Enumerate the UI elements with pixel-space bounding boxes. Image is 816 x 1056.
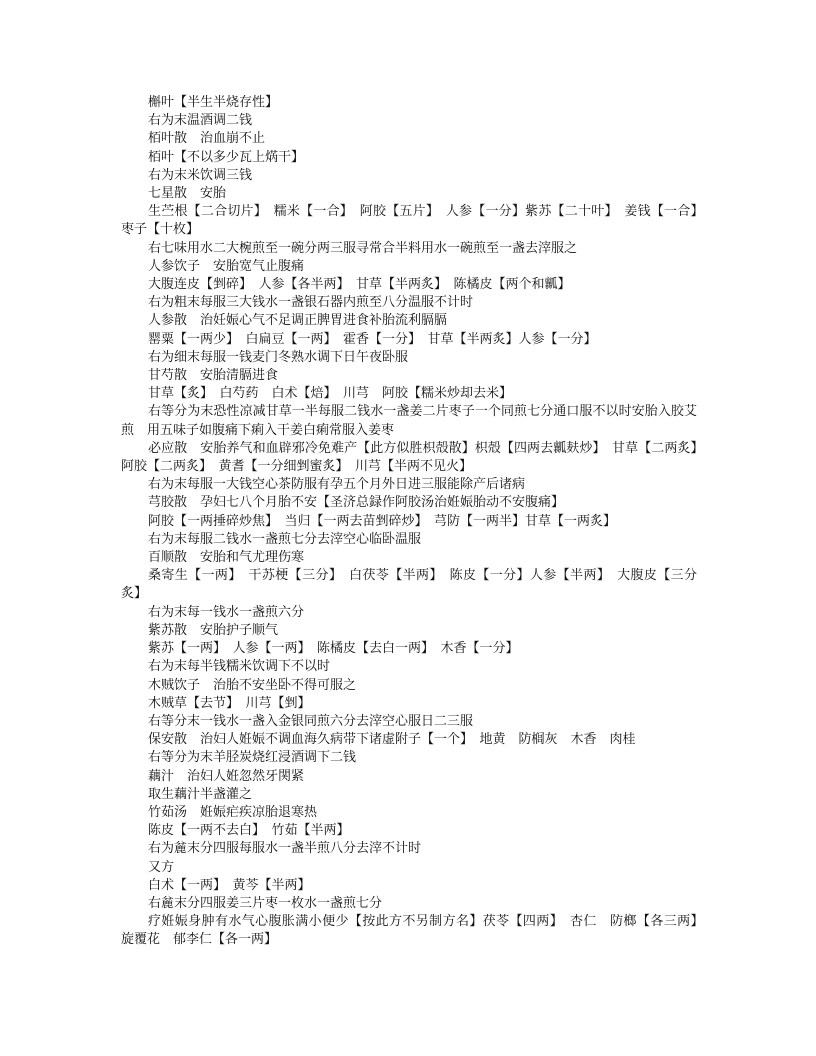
text-line: 紫苏【一两】 人参【一两】 陈橘皮【去白一两】 木香【一分】 xyxy=(148,641,519,657)
text-line: 右等分为末羊胫炭烧红浸酒调下二钱 xyxy=(148,750,357,766)
text-line: 必应散 安胎养气和血辟邪冷免难产【此方似胜枳殻散】枳殻【四两去瓤麸炒】 甘草【二两炙】 阿胶【二两炙】 黄耆【一分细剉蜜炙】 川芎【半两不见火】 xyxy=(121,440,711,475)
text-line: 右为末温酒调二钱 xyxy=(148,113,253,129)
text-line: 疗姙娠身肿有水气心腹胀满小便少【按此方不另制方名】茯苓【四两】 杏仁 防榔【各三两】 旋覆花 郁李仁【各一两】 xyxy=(121,914,711,948)
text-line: 右麄末分四服姜三片枣一枚水一盏煎七分 xyxy=(148,895,383,911)
text-line: 人参散 治妊娠心气不足调正脾胃进食补胎流利膈膈 xyxy=(148,313,448,329)
text-line: 右为末米饮调三钱 xyxy=(148,167,253,183)
text-line: 甘芍散 安胎清膈进食 xyxy=(148,368,279,384)
text-line: 木贼饮子 治胎不安坐卧不得可服之 xyxy=(148,677,357,693)
document-text xyxy=(121,94,711,950)
text-line: 又方 xyxy=(148,859,175,875)
text-line: 桑寄生【一两】 干苏梗【三分】 白茯苓【半两】 陈皮【一分】人参【半两】 大腹皮【三分炙】 xyxy=(121,568,697,602)
text-line: 竹茹汤 姙娠疟疾凉胎退寒热 xyxy=(148,804,318,820)
text-line: 木贼草【去节】 川芎【剉】 xyxy=(148,695,311,711)
text-line: 生苎根【二合切片】 糯米【一合】 阿胶【五片】 人参【一分】紫苏【二十叶】 姜钱【一合】 枣子【十枚】 xyxy=(121,204,711,238)
text-line: 罂粟【一两少】 白扁豆【一两】 霍香【一分】 甘草【半两炙】人参【一分】 xyxy=(148,331,597,347)
text-line: 七星散 安胎 xyxy=(148,186,227,202)
text-line: 芎胶散 孕妇七八个月胎不安【圣济总録作阿胶汤治姙娠胎动不安腹痛】 xyxy=(148,495,565,511)
text-line: 右为麄末分四服每服水一盏半煎八分去滓不计时 xyxy=(148,841,422,857)
text-line: 右为末每服一大钱空心茶防服有孕五个月外日进三服能除产后诸病 xyxy=(148,477,526,493)
text-line: 槲叶【半生半烧存性】 xyxy=(148,95,279,110)
text-line: 藕汁 治妇人姙忽然牙関紧 xyxy=(148,768,305,784)
text-line: 右为粗末每服三大钱水一盏银石器内煎至八分温服不计时 xyxy=(148,295,474,311)
text-line: 保安散 治妇人姙娠不调血海久病带下诸虚附子【一个】 地黄 防榈灰 木香 肉桂 xyxy=(148,732,636,748)
text-line: 右为末每服二钱水一盏煎七分去滓空心临卧温服 xyxy=(148,531,422,547)
text-line: 右为末每一钱水一盏煎六分 xyxy=(148,604,305,620)
text-line: 栢叶散 治血崩不止 xyxy=(148,131,266,147)
text-line: 右为细末每服一钱麦门冬熟水调下日午夜卧服 xyxy=(148,349,409,365)
text-line: 白术【一两】 黄芩【半两】 xyxy=(148,877,311,893)
text-line: 右等分末一钱水一盏入金银同煎六分去滓空心服日二三服 xyxy=(148,713,474,729)
text-line: 右七味用水二大椀煎至一碗分两三服寻常合半料用水一碗煎至一盏去滓服之 xyxy=(148,240,578,256)
text-line: 陈皮【一两不去白】 竹茹【半两】 xyxy=(148,823,350,839)
text-line: 取生藕汁半盏灌之 xyxy=(148,786,253,802)
text-line: 人参饮子 安胎宽气止腹痛 xyxy=(148,258,305,274)
text-line: 大腹连皮【剉碎】 人参【各半两】 甘草【半两炙】 陈橘皮【两个和瓤】 xyxy=(148,277,571,293)
text-line: 右为末每半钱糯米饮调下不以时 xyxy=(148,659,331,675)
text-line: 右等分为末恐性凉减甘草一半每服二钱水一盏姜二片枣子一个同煎七分通口服不以时安胎入胶艾煎 用五味子如腹痛下痢入干姜白痢常服入姜枣 xyxy=(121,404,697,438)
text-line: 紫苏散 安胎护子顺气 xyxy=(148,622,279,638)
text-line: 甘草【炙】 白芍药 白术【焙】 川芎 阿胶【糯米炒却去米】 xyxy=(148,386,513,402)
text-line: 栢叶【不以多少瓦上焫干】 xyxy=(148,149,305,165)
text-line: 百顺散 安胎和气尤理伤寒 xyxy=(148,550,305,566)
text-line: 阿胶【一两捶碎炒焦】 当归【一两去苗剉碎炒】 芎防【一两半】甘草【一两炙】 xyxy=(148,513,617,529)
